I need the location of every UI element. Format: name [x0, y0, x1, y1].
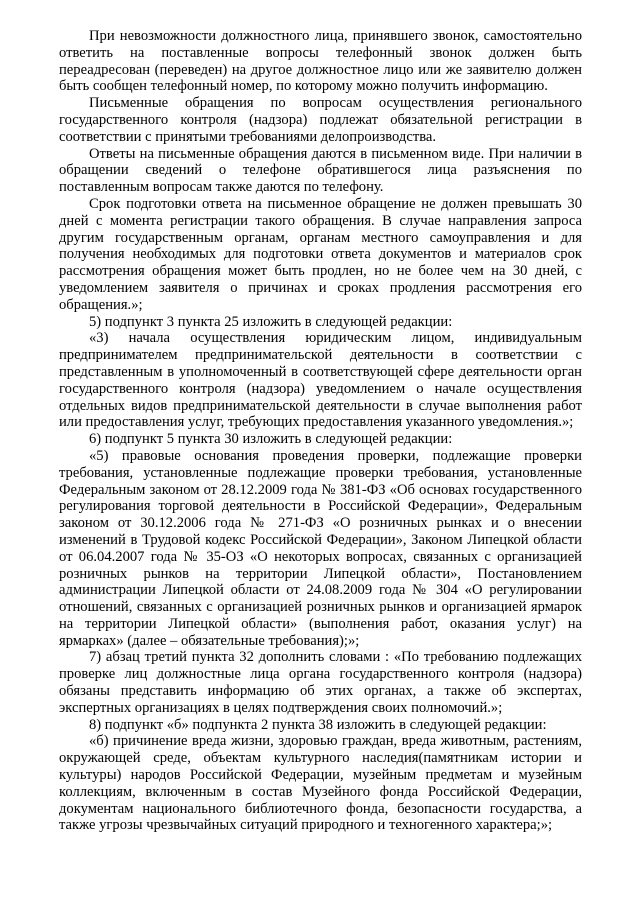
paragraph-answer-deadline: Срок подготовки ответа на письменное обращение не должен превышать 30 дней с момента регистрации такого обращения. В случае направления запроса другим государственным органам, органам местного самоуправления и для получения необходимых для подготовки ответа документов и материалов срок рассмотрения обращения может быть продлен, но не более чем на 30 дней, с уведомлением заявителя о причинах и сроках продления рассмотрения его обращения.»; [59, 195, 582, 313]
paragraph-item-7-text: 7) абзац третий пункта 32 дополнить словами : «По требованию подлежащих проверке лиц должностные лица органа государственного контроля (надзора) обязаны представить информацию об этих органах, а также об экспертах, экспертных организациях в целях подтверждения своих полномочий.»; [59, 649, 582, 716]
paragraph-phone-redirect: При невозможности должностного лица, принявшего звонок, самостоятельно ответить на поставленные вопросы телефонный звонок должен быть переадресован (переведен) на другое должностное лицо или же заявителю должен быть сообщен телефонный номер, по которому можно получить информацию. [59, 28, 582, 95]
paragraph-written-registration: Письменные обращения по вопросам осуществления регионального государственного контроля (надзора) подлежат обязательной регистрации в соответствии с принятыми требованиями делопроизводства. [59, 95, 582, 145]
paragraph-item-5-heading: 5) подпункт 3 пункта 25 изложить в следующей редакции: [89, 313, 453, 330]
paragraph-item-8-heading: 8) подпункт «б» подпункта 2 пункта 38 изложить в следующей редакции: [89, 716, 547, 733]
paragraph-item-5-text: «3) начала осуществления юридическим лицом, индивидуальным предпринимателем предпринимательской деятельности в соответствии с представленным в уполномоченный в соответствующей сфере деятельности орган государственного контроля (надзора) уведомлением о начале осуществления отдельных видов предпринимательской деятельности в случае выполнения работ или предоставления услуг, требующих предоставления указанного уведомления.»; [59, 330, 582, 431]
paragraph-item-6-heading: 6) подпункт 5 пункта 30 изложить в следующей редакции: [89, 431, 453, 448]
paragraph-item-6-text: «5) правовые основания проведения проверки, подлежащие проверки требования, установленные подлежащие проверки требования, установленные Федеральным законом от 28.12.2009 года № 381-ФЗ «Об основах государственного регулирования торговой деятельности в Российской Федерации», Федеральным законом от 30.12.2006 года № 271-ФЗ «О розничных рынках и о внесении изменений в Трудовой кодекс Российской Федерации», Законом Липецкой области от 06.04.2007 года № 35-ОЗ «О некоторых вопросах, связанных с организацией розничных рынков на территории Липецкой области», Постановлением администрации Липецкой области от 24.08.2009 года № 304 «О регулировании отношений, связанных с организацией розничных рынков и организацией ярмарок на территории Липецкой области» (выполнения работ, оказания услуг) на ярмарках» (далее – обязательные требования);»; [59, 447, 582, 649]
paragraph-item-8-text: «б) причинение вреда жизни, здоровью граждан, вреда животным, растениям, окружающей среде, объектам культурного наследия(памятникам истории и культуры) народов Российской Федерации, музейным предметам и музейным коллекциям, включенным в состав Музейного фонда Российской Федерации, документам национального библиотечного фонда, безопасности государства, а также угрозы чрезвычайных ситуаций природного и техногенного характера;»; [59, 733, 582, 834]
paragraph-written-answers: Ответы на письменные обращения даются в письменном виде. При наличии в обращении сведений о телефоне обратившегося лица разъяснения по поставленным вопросам также даются по телефону. [59, 145, 582, 196]
document-page [59, 28, 582, 834]
